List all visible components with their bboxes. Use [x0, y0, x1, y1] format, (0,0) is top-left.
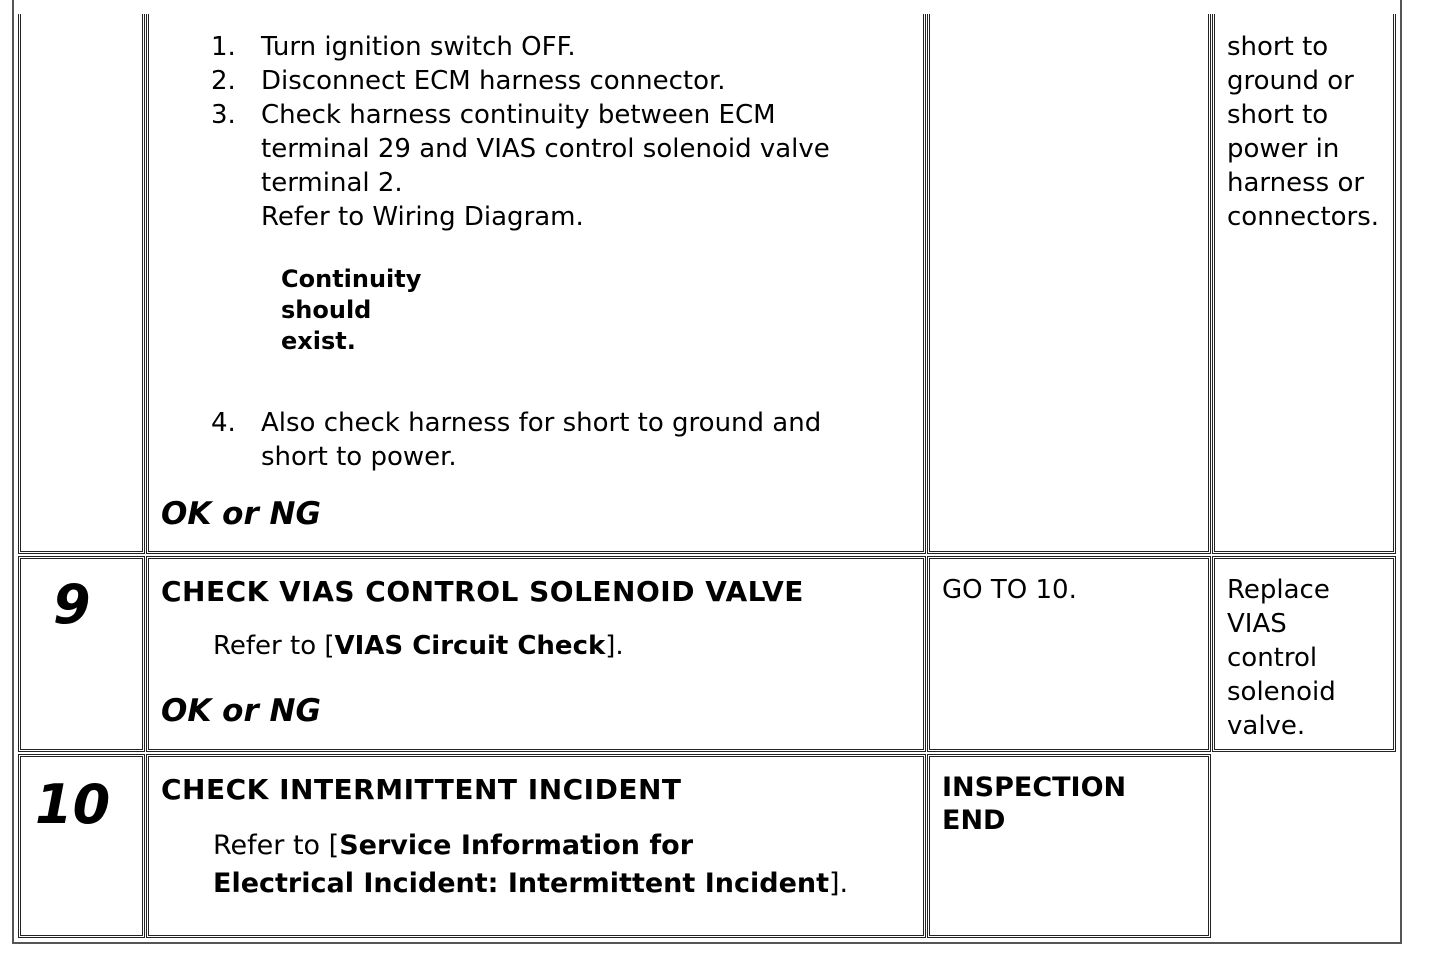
step-title: CHECK INTERMITTENT INCIDENT	[161, 773, 682, 806]
list-item: 4. Also check harness for short to ground and short to power.	[211, 408, 822, 472]
refer-link[interactable]: VIAS Circuit Check	[334, 631, 606, 661]
step8-list-continued	[211, 406, 821, 474]
step10-number-cell	[18, 754, 145, 938]
ok-result-text: GO TO 10.	[942, 575, 1077, 605]
step10-procedure-cell	[146, 754, 926, 938]
continuity-note: Continuity should exist.	[281, 265, 422, 355]
refer-text: Refer to [Service Information for Electrical Incident: Intermittent Incident].	[213, 830, 849, 899]
list-item: 3. Check harness continuity between ECM terminal 29 and VIAS control solenoid valve terminal 2. Refer to Wiring Diagram.	[211, 100, 830, 232]
ok-ng-label: OK or NG	[161, 496, 321, 532]
ng-result-text: short to ground or short to power in harness or connectors.	[1227, 32, 1380, 232]
step10-ok-cell	[927, 754, 1211, 938]
step9-number-cell	[18, 556, 145, 752]
refer-link[interactable]: Service Information for	[339, 830, 694, 861]
step9-procedure-cell	[146, 556, 926, 752]
ok-ng-label: OK or NG	[161, 693, 321, 729]
list-item: 1. Turn ignition switch OFF.	[211, 32, 576, 62]
step9-ok-cell	[927, 556, 1211, 752]
step8-ok-cell	[927, 14, 1211, 554]
step-title: CHECK VIAS CONTROL SOLENOID VALVE	[161, 575, 804, 608]
step-number: 9	[53, 573, 91, 636]
refer-text: Refer to [VIAS Circuit Check].	[213, 631, 624, 661]
step9-ng-cell	[1212, 556, 1396, 752]
step8-ng-cell	[1212, 14, 1396, 554]
step8-number-cell	[18, 14, 145, 554]
refer-link[interactable]: Electrical Incident: Intermittent Incident	[213, 868, 830, 899]
list-item: 2. Disconnect ECM harness connector.	[211, 66, 726, 96]
step8-list	[211, 30, 830, 234]
step-number: 10	[35, 773, 111, 836]
ok-result-text: INSPECTION END	[942, 772, 1127, 836]
ng-result-text: Replace VIAS control solenoid valve.	[1227, 575, 1336, 741]
step8-procedure-cell	[146, 14, 926, 554]
